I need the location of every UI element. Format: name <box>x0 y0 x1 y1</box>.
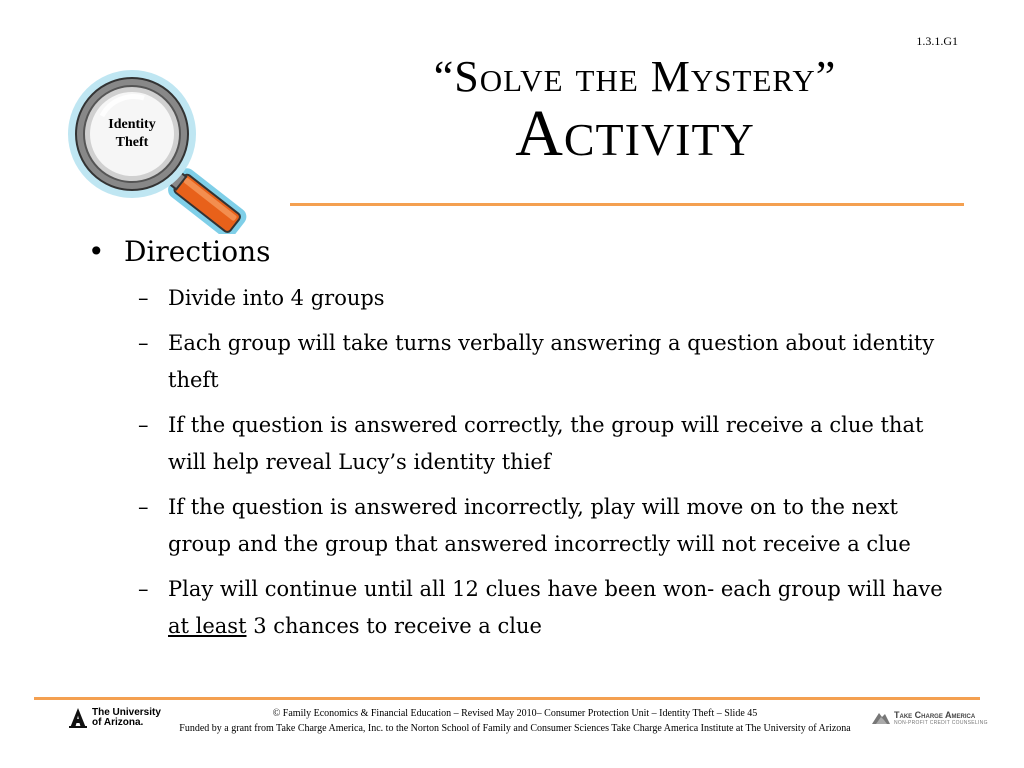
slide-code: 1.3.1.G1 <box>916 34 958 48</box>
title-line1: “Solve the Mystery” <box>433 52 837 101</box>
arizona-a-icon <box>68 707 88 729</box>
slide-title <box>290 52 980 170</box>
emphasis-underline: at least <box>168 614 247 638</box>
magnifying-glass-icon <box>62 64 272 234</box>
sub-bullet-list <box>88 280 958 645</box>
slide-content <box>88 232 958 653</box>
sub-bullet-text: If the question is answered correctly, the group will receive a clue that will help reveal Lucy’s identity thief <box>168 413 924 474</box>
sub-bullet-item: – Divide into 4 groups <box>88 280 958 317</box>
take-charge-america-logo <box>871 710 988 726</box>
sub-bullet-text: Play will continue until all 12 clues have been won- each group will have at least 3 chances to receive a clue <box>168 577 943 638</box>
sub-bullet-item: – Play will continue until all 12 clues have been won- each group will have at least 3 chances to receive a clue <box>88 571 958 645</box>
sub-bullet-item: – Each group will take turns verbally answering a question about identity theft <box>88 325 958 399</box>
ua-logo-line1: The University <box>92 707 161 718</box>
sub-bullet-item: – If the question is answered correctly, the group will receive a clue that will help reveal Lucy’s identity thief <box>88 407 958 481</box>
slide-footer <box>165 706 865 736</box>
footer-line1: © Family Economics & Financial Education – Revised May 2010– Consumer Protection Unit – Identity Theft – Slide 45 <box>272 708 758 719</box>
bullet-directions <box>88 232 958 272</box>
magnifier-label-line2: Theft <box>115 135 149 150</box>
footer-divider <box>34 697 980 700</box>
sub-bullet-text: If the question is answered incorrectly, play will move on to the next group and the group that answered incorrectly will not receive a clue <box>168 495 911 556</box>
title-divider <box>290 203 964 206</box>
sub-bullet-item: – If the question is answered incorrectly, play will move on to the next group and the group that answered incorrectly will not receive a clue <box>88 489 958 563</box>
tca-logo-tagline: NON-PROFIT CREDIT COUNSELING <box>894 720 988 726</box>
sub-bullet-text: Divide into 4 groups <box>168 286 385 310</box>
bullet-heading: Directions <box>124 235 271 268</box>
sub-bullet-text: Each group will take turns verbally answering a question about identity theft <box>168 331 935 392</box>
university-of-arizona-logo <box>68 707 161 729</box>
tca-logo-name: Take Charge America <box>894 710 976 720</box>
footer-line2: Funded by a grant from Take Charge America, Inc. to the Norton School of Family and Consumer Sciences Take Charge America Institute at The University of Arizona <box>179 723 851 734</box>
tca-swoosh-icon <box>871 711 891 725</box>
title-line2: Activity <box>515 97 755 170</box>
magnifier-label-line1: Identity <box>108 117 156 132</box>
ua-logo-line2: of Arizona. <box>92 717 144 728</box>
bullet-dot: • <box>88 235 105 268</box>
